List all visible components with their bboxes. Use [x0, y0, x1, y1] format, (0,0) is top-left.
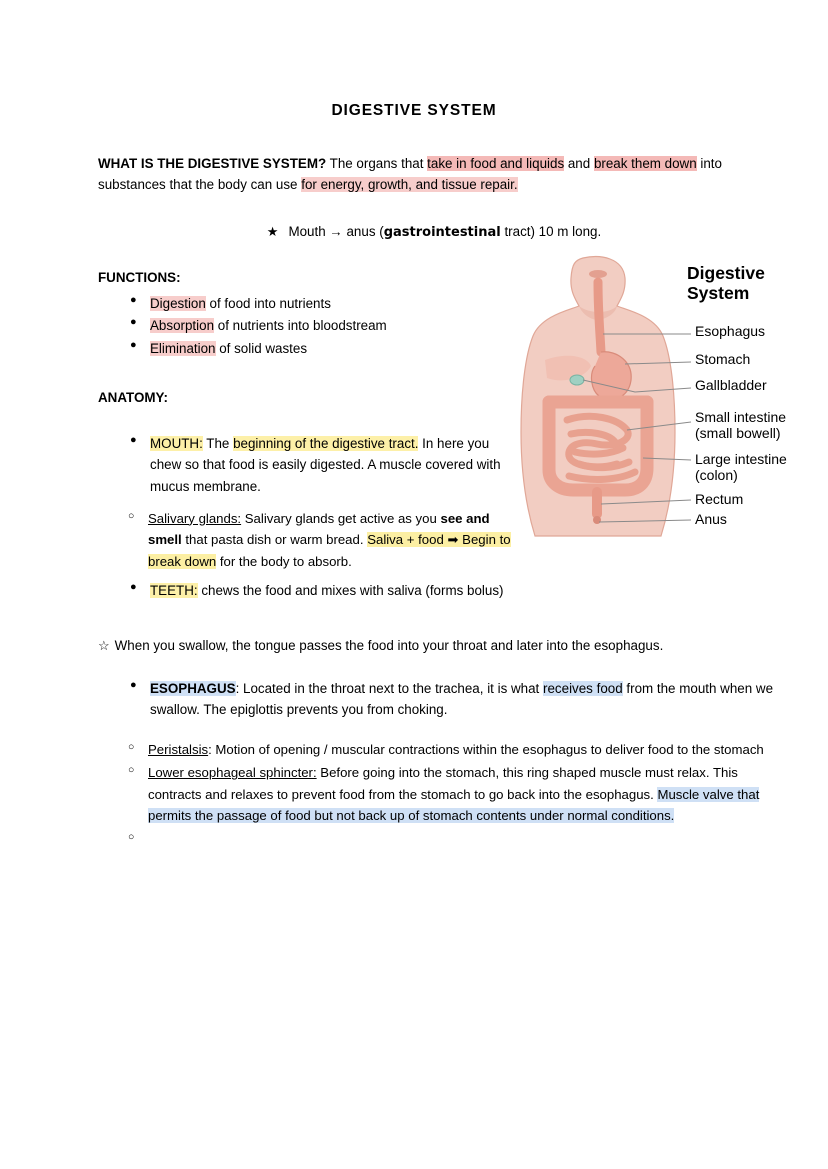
esophagus-text-1: : Located in the throat next to the trachea, it is what: [235, 680, 544, 696]
peristalsis-text: : Motion of opening / muscular contractions within the esophagus to deliver food to the stomach: [208, 742, 764, 758]
figure-label-anus: Anus: [695, 511, 727, 527]
star-text-1: Mouth → anus (: [288, 223, 384, 239]
salivary-text-1: Salivary glands get active as you: [241, 510, 441, 526]
salivary-text-3: for the body to absorb.: [216, 553, 352, 569]
page-title: DIGESTIVE SYSTEM: [331, 102, 497, 119]
figure-label-gallbladder: Gallbladder: [695, 377, 767, 393]
mouth-label: MOUTH:: [150, 435, 203, 451]
peristalsis-label: Peristalsis: [148, 742, 209, 758]
salivary-bold: see and smell: [148, 510, 490, 548]
esophagus-highlight: receives food: [543, 680, 623, 696]
star-icon: ★: [266, 223, 279, 239]
function-desc: of food into nutrients: [205, 295, 331, 311]
intro-highlight-3: for energy, growth, and tissue repair.: [301, 176, 518, 192]
salivary-text-2: that pasta dish or warm bread.: [181, 532, 368, 548]
star-text-2: tract) 10 m long.: [500, 223, 602, 239]
star-bold-term: gastrointestinal: [383, 224, 501, 240]
les-text-1: Before going into the stomach, this ring shaped muscle must relax. This contracts and relaxes to prevent food from the stomach to go back into the esophagus.: [148, 765, 738, 802]
functions-heading: FUNCTIONS:: [98, 269, 181, 285]
swallow-note: [98, 636, 730, 656]
figure-title-line2: System: [687, 282, 750, 303]
anatomy-heading: ANATOMY:: [98, 389, 168, 405]
intro-highlight-1: take in food and liquids: [427, 156, 565, 171]
list-item: [148, 508, 518, 572]
figure-label-small-bowell: (small bowell): [695, 425, 781, 441]
list-item: [150, 433, 518, 498]
mouth-text-1: The: [202, 435, 234, 451]
figure-label-stomach: Stomach: [695, 351, 751, 367]
esophagus-text-2: from the mouth when we swallow. The epiglottis prevents you from choking.: [150, 680, 774, 718]
figure-label-large-intestine: Large intestine: [695, 451, 787, 467]
teeth-list: [98, 580, 518, 602]
les-highlight: Muscle valve that permits the passage of food but not back up of stomach contents under normal conditions.: [148, 786, 760, 824]
function-term: Elimination: [150, 340, 216, 356]
figure-label-esophagus: Esophagus: [695, 323, 766, 339]
teeth-text: chews the food and mixes with saliva (forms bolus): [197, 582, 504, 598]
esophagus-list: [98, 678, 782, 721]
figure-title-line1: Digestive: [687, 263, 765, 283]
mouth-list: [98, 433, 518, 498]
anatomy-section: [98, 433, 518, 602]
intro-paragraph: [98, 154, 730, 196]
function-desc: of nutrients into bloodstream: [214, 318, 387, 334]
digestive-system-figure: [505, 252, 805, 547]
figure-label-small-intestine: Small intestine: [695, 409, 787, 425]
intro-highlight-2: break them down: [593, 156, 697, 171]
function-term: Digestion: [150, 295, 206, 311]
intro-text-3: into substances that the body can use: [98, 156, 722, 192]
les-label: Lower esophageal sphincter:: [148, 765, 317, 781]
mouth-text-2: In here you chew so that food is easily digested. A muscle covered with mucus membrane.: [150, 435, 501, 495]
figure-label-rectum: Rectum: [695, 491, 744, 507]
intro-text-1: The organs that: [326, 156, 428, 171]
swallow-text: When you swallow, the tongue passes the food into your throat and later into the esophagus.: [114, 637, 664, 653]
mouth-highlight: beginning of the digestive tract.: [233, 435, 419, 451]
function-term: Absorption: [150, 318, 215, 334]
salivary-list: [98, 508, 518, 572]
list-item: [148, 762, 780, 826]
intro-text-2: and: [564, 156, 594, 171]
list-item: [150, 580, 518, 602]
open-star-icon: ☆: [98, 637, 110, 653]
esophagus-sub-list: [98, 739, 780, 827]
figure-title: [687, 264, 765, 303]
gallbladder-shape: [570, 375, 584, 385]
star-note: [138, 224, 730, 240]
mouth-shape: [589, 270, 607, 278]
function-desc: of solid wastes: [215, 340, 308, 356]
figure-label-colon: (colon): [695, 467, 738, 483]
anus-shape: [593, 516, 601, 524]
teeth-label: TEETH:: [150, 582, 198, 598]
intro-question: WHAT IS THE DIGESTIVE SYSTEM?: [98, 156, 327, 171]
esophagus-shape: [598, 282, 601, 352]
salivary-highlight: Saliva + food ➡ Begin to break down: [148, 532, 511, 569]
salivary-label: Salivary glands:: [148, 510, 242, 526]
list-item: [148, 739, 780, 760]
esophagus-label: ESOPHAGUS: [150, 680, 236, 696]
list-item: [150, 678, 782, 721]
